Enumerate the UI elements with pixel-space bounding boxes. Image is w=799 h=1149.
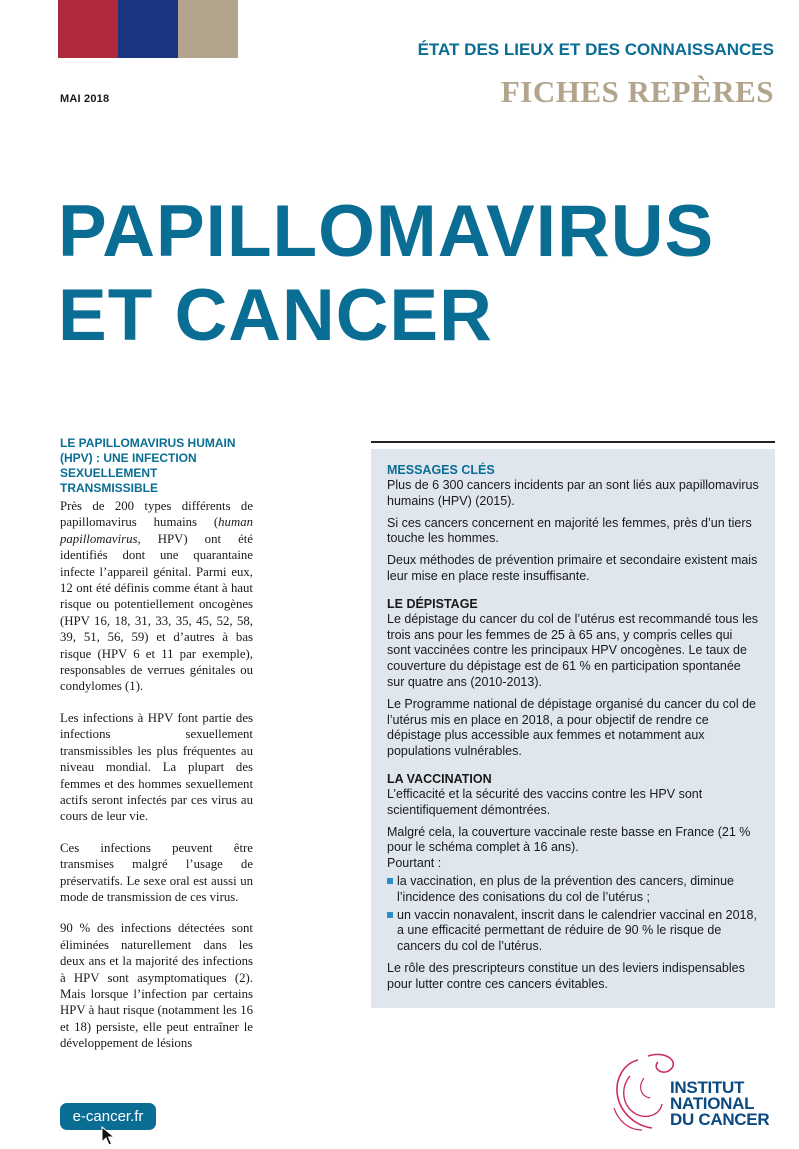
paragraph-transmission: Ces infections peuvent être transmises malgré l’usage de préservatifs. Le sexe oral est aussi un mode de transmission de ces virus. [60,840,253,904]
color-bar-red [58,0,118,58]
bullet-text-2: un vaccin nonavalent, inscrit dans le calendrier vaccinal en 2018, a une efficacité permettant de réduire de 90 % le risque de cancers du col de l’utérus. [397,907,757,954]
website-link[interactable]: e-cancer.fr [60,1103,156,1130]
logo-line-2: NATIONAL [670,1094,755,1113]
key-messages-box [371,449,775,1008]
square-bullet-icon [387,912,393,918]
title-line-2: ET CANCER [58,275,493,356]
color-bar-beige [178,0,238,58]
title-line-1: PAPILLOMAVIRUS [58,191,715,272]
paragraph-hpv-types-italic: human papillomavirus [60,515,253,546]
list-item [387,908,759,955]
screening-section [387,597,759,760]
vaccination-text-1: L’efficacité et la sécurité des vaccins contre les HPV sont scientifiquement démontrées. [387,786,703,817]
key-message-1: Plus de 6 300 cancers incidents par an sont liés aux papillomavirus humains (HPV) (2015). [387,478,759,508]
vaccination-text-4: Le rôle des prescripteurs constitue un des leviers indispensables pour lutter contre ces cancers évitables. [387,960,745,991]
header-subtitle: ÉTAT DES LIEUX ET DES CONNAISSANCES [417,40,774,59]
screening-text-1: Le dépistage du cancer du col de l’utérus est recommandé tous les trois ans pour les femmes de 25 à 65 ans, y compris celles qui sont vaccinées contre les principaux HPV oncogènes. Le taux de couverture du dépistage est de 61 % en participation spontanée sur quatre ans (2010-2013). [387,611,759,689]
paragraph-infections: Les infections à HPV font partie des infections sexuellement transmissibles les plus fréquentes au niveau mondial. La plupart des femmes et des hommes sexuellement actifs seront infectés par ces virus au cours de leur vie. [60,710,253,824]
left-heading-line-1: LE PAPILLOMAVIRUS HUMAIN [60,436,236,450]
list-item [387,874,759,906]
logo-line-3: DU CANCER [670,1110,770,1129]
left-column [60,436,253,1067]
mouse-cursor-icon [101,1126,117,1146]
page-title [58,190,714,358]
paragraph-hpv-types-a: Près de 200 types différents de papillomavirus humains ( [60,499,253,530]
key-message-3: Deux méthodes de prévention primaire et secondaire existent mais leur mise en place reste insuffisante. [387,553,758,583]
vaccination-section [387,772,759,993]
left-section-heading [60,436,253,496]
color-bar-blue [118,0,178,58]
institut-national-du-cancer-logo [608,1048,784,1134]
vaccination-bullets [387,874,759,955]
logo-line-1: INSTITUT [670,1078,745,1097]
series-title: FICHES REPÈRES [500,74,774,109]
divider-line [371,441,775,443]
bullet-text-1: la vaccination, en plus de la prévention des cancers, diminue l’incidence des conisations du col de l’utérus ; [397,873,735,904]
vaccination-text-3: Pourtant : [387,856,442,871]
screening-text-2: Le Programme national de dépistage organisé du cancer du col de l’utérus mis en place en 2018, a pour objectif de rendre ce dépistage plus accessible aux femmes et notamment aux populations vulnérables. [387,696,756,759]
vaccination-text-2: Malgré cela, la couverture vaccinale reste basse en France (21 % pour le schéma complet à 16 ans). [387,824,751,855]
color-bars [58,0,238,58]
key-message-2: Si ces cancers concernent en majorité les femmes, près d’un tiers touche les hommes. [387,515,752,546]
paragraph-hpv-types [60,498,253,695]
paragraph-elimination: 90 % des infections détectées sont éliminées naturellement dans les deux ans et la majorité des infections à HPV sont asymptomatiques (2). Mais lorsque l’infection par certains HPV à haut risque (notamment les 16 et 18) persiste, elle peut entraîner le développement de lésions [60,921,253,1051]
left-heading-line-3: SEXUELLEMENT TRANSMISSIBLE [60,466,159,495]
screening-heading: LE DÉPISTAGE [387,596,478,611]
key-messages-heading: MESSAGES CLÉS [387,463,495,477]
vaccination-heading: LA VACCINATION [387,771,492,786]
publication-date: MAI 2018 [60,93,110,105]
left-heading-line-2: (HPV) : UNE INFECTION [60,451,197,465]
paragraph-hpv-types-b: , HPV) ont été identifiés dont une quarantaine infecte l’appareil génital. Parmi eux, 12 ont été définis comme étant à haut risque ou potentiellement oncogènes (HPV 16, 18, 31, 33, 35, 45, 52, 58, 39, 51, 56, 59) et d’autres à bas risque (HPV 6 et 11 par exemple), responsables de verrues génitales ou condylomes (1). [60,531,253,694]
square-bullet-icon [387,878,393,884]
inca-logo-text [670,1080,769,1128]
